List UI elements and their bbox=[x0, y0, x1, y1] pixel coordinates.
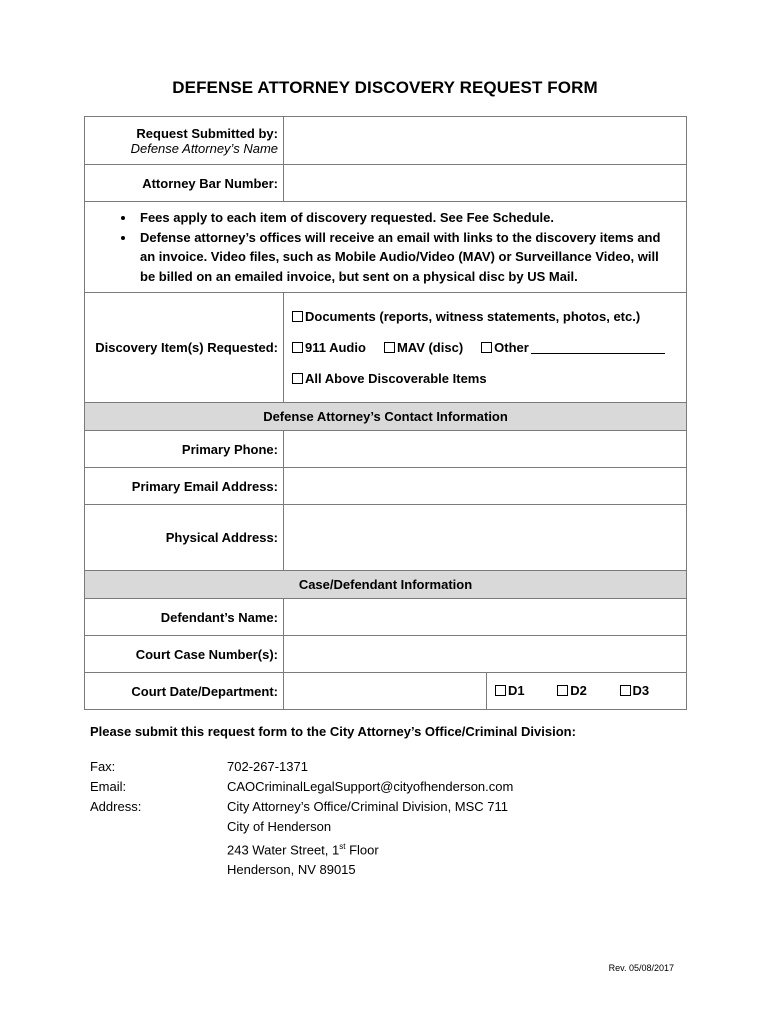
request-submitted-label-cell bbox=[85, 117, 284, 165]
d2-label: D2 bbox=[570, 683, 587, 698]
defendant-name-field[interactable] bbox=[284, 599, 687, 636]
address-value bbox=[227, 797, 508, 880]
address-label: Physical Address: bbox=[85, 505, 284, 571]
court-date-field[interactable] bbox=[284, 673, 487, 710]
other-blank-line[interactable] bbox=[531, 341, 665, 354]
address-line: City Attorney’s Office/Criminal Division, MSC 711 bbox=[227, 799, 509, 814]
d3-label: D3 bbox=[632, 683, 650, 698]
mav-disc-label: MAV (disc) bbox=[396, 340, 464, 355]
all-items-checkbox[interactable] bbox=[292, 373, 303, 384]
case-number-field[interactable] bbox=[284, 636, 687, 673]
phone-label: Primary Phone: bbox=[85, 431, 284, 468]
contact-section-header: Defense Attorney’s Contact Information bbox=[85, 403, 687, 431]
phone-field[interactable] bbox=[284, 431, 687, 468]
d1-checkbox[interactable] bbox=[495, 685, 506, 696]
email-field[interactable] bbox=[284, 468, 687, 505]
all-items-label: All Above Discoverable Items bbox=[305, 371, 487, 386]
address-line: Henderson, NV 89015 bbox=[227, 862, 356, 878]
note-item: • Fees apply to each item of discovery requested. See Fee Schedule. bbox=[136, 208, 676, 228]
bar-number-field[interactable] bbox=[284, 165, 687, 202]
d1-label: D1 bbox=[508, 683, 525, 698]
d3-checkbox[interactable] bbox=[620, 685, 631, 696]
defendant-name-label: Defendant’s Name: bbox=[85, 599, 284, 636]
email-value[interactable]: CAOCriminalLegalSupport@cityofhenderson.com bbox=[227, 779, 514, 794]
note-item: • Defense attorney’s offices will receive an email with links to the discovery items and an invoice. Video files, such as Mobile Audio/Video (MAV) or Surveillance Video, will be billed on an emailed invoice, but sent on a physical disc by US Mail. bbox=[136, 228, 676, 287]
other-checkbox[interactable] bbox=[481, 342, 492, 353]
discovery-items-label: Discovery Item(s) Requested: bbox=[85, 293, 284, 403]
email-label: Primary Email Address: bbox=[85, 468, 284, 505]
submission-contact-info bbox=[90, 757, 513, 880]
911-audio-checkbox[interactable] bbox=[292, 342, 303, 353]
email-label: Email: bbox=[90, 779, 127, 794]
court-date-label: Court Date/Department: bbox=[85, 673, 284, 710]
fax-label: Fax: bbox=[90, 759, 116, 774]
notes-list bbox=[109, 208, 676, 286]
discovery-request-table bbox=[84, 116, 687, 710]
address-line: City of Henderson bbox=[227, 819, 332, 834]
mav-disc-checkbox[interactable] bbox=[384, 342, 395, 353]
documents-option-label: Documents (reports, witness statements, photos, etc.) bbox=[305, 309, 641, 324]
discovery-options bbox=[284, 293, 687, 403]
department-options bbox=[487, 673, 687, 710]
notes-cell bbox=[85, 202, 687, 293]
submit-instruction: Please submit this request form to the City Attorney’s Office/Criminal Division: bbox=[90, 724, 576, 739]
other-label: Other bbox=[494, 340, 529, 355]
address-line: 243 Water Street, 1st Floor bbox=[227, 842, 379, 858]
revision-date: Rev. 05/08/2017 bbox=[608, 963, 674, 973]
attorney-name-field[interactable] bbox=[284, 117, 687, 165]
address-label: Address: bbox=[90, 799, 142, 814]
case-number-label: Court Case Number(s): bbox=[85, 636, 284, 673]
form-title: DEFENSE ATTORNEY DISCOVERY REQUEST FORM bbox=[172, 78, 598, 97]
bar-number-label: Attorney Bar Number: bbox=[85, 165, 284, 202]
fax-value: 702-267-1371 bbox=[227, 759, 308, 774]
attorney-name-sublabel: Defense Attorney’s Name bbox=[130, 140, 278, 156]
request-submitted-label: Request Submitted by: bbox=[136, 125, 278, 141]
case-section-header: Case/Defendant Information bbox=[85, 571, 687, 599]
documents-checkbox[interactable] bbox=[292, 311, 303, 322]
d2-checkbox[interactable] bbox=[557, 685, 568, 696]
911-audio-label: 911 Audio bbox=[305, 340, 366, 355]
address-field[interactable] bbox=[284, 505, 687, 571]
